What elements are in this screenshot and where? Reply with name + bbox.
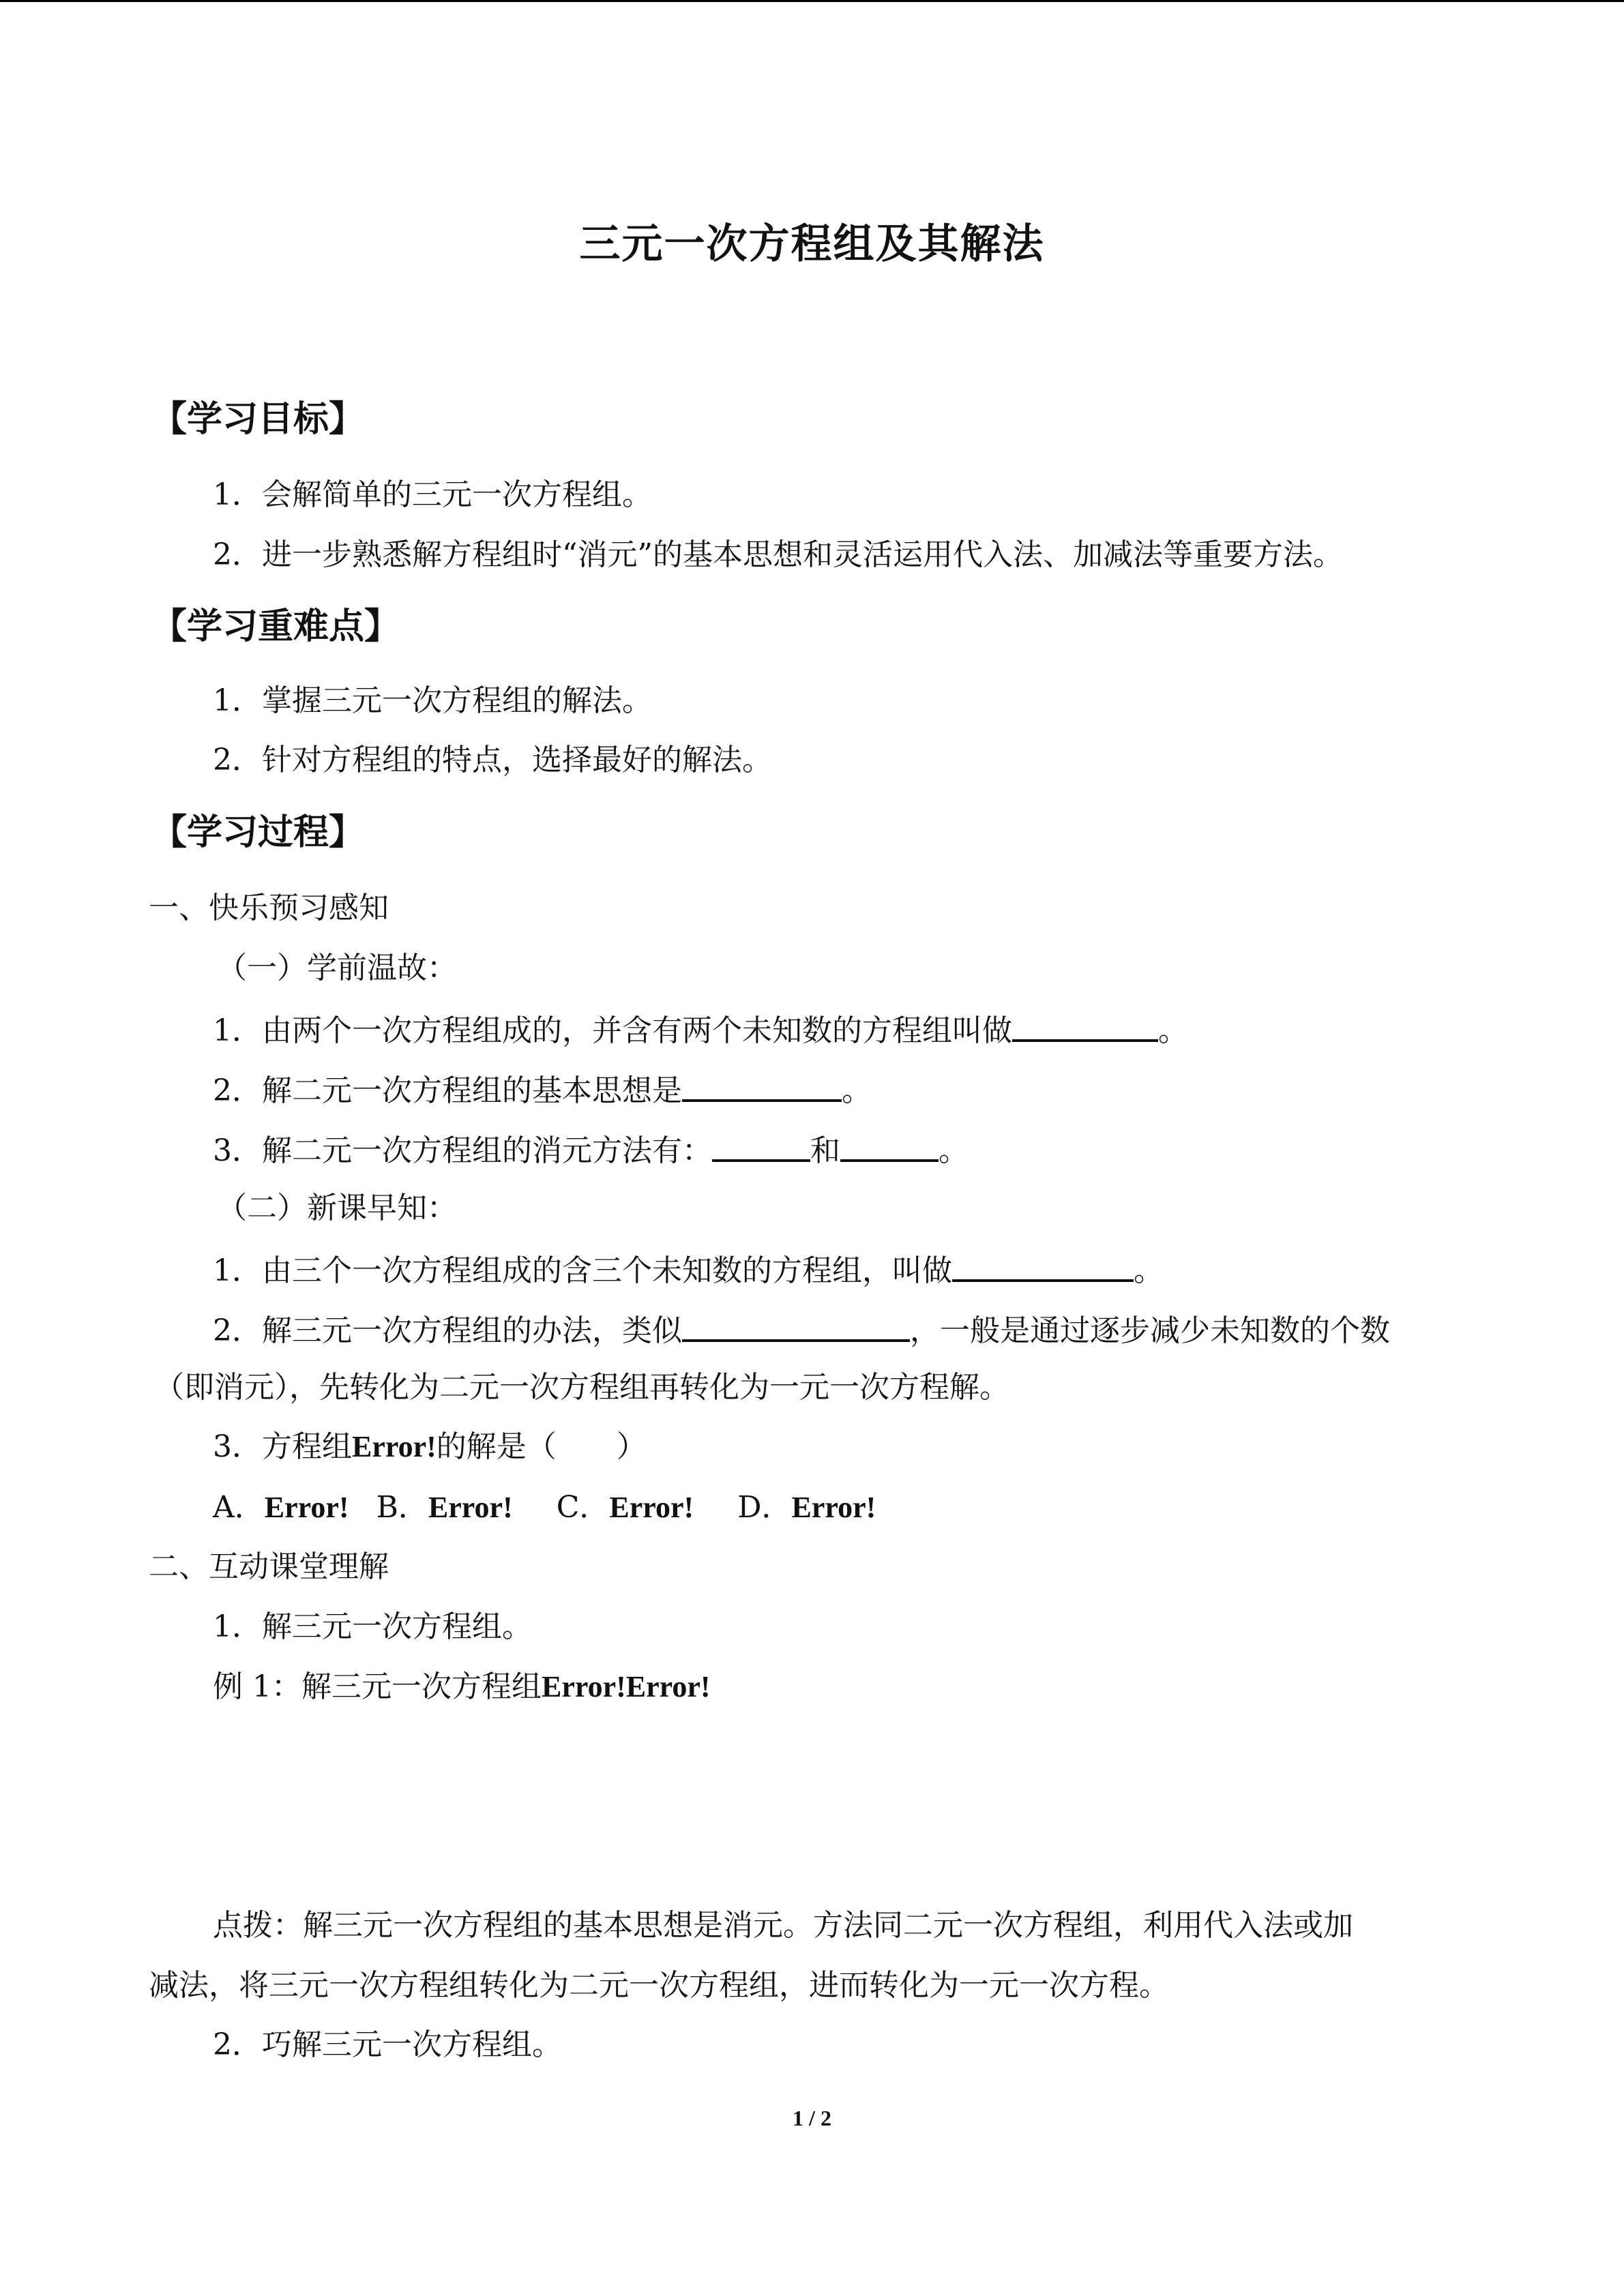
key-point-item: 2．针对方程组的特点，选择最好的解法。	[213, 743, 772, 777]
review-title: （一）学前温故：	[217, 951, 457, 985]
answer-blank[interactable]	[682, 1073, 842, 1102]
question-text: 3．解二元一次方程组的消元方法有：	[213, 1133, 712, 1168]
review-question-2	[213, 1073, 872, 1106]
option-d[interactable]	[737, 1490, 876, 1525]
option-label: A．	[213, 1490, 265, 1525]
option-value: Error!	[791, 1491, 876, 1524]
question-text: 2．解二元一次方程组的基本思想是	[213, 1073, 682, 1108]
section1-title: 一、快乐预习感知	[149, 891, 389, 925]
question-end: 的解是（ ）	[436, 1429, 647, 1464]
option-label: C．	[556, 1490, 610, 1525]
section2-item-1: 1．解三元一次方程组。	[213, 1609, 532, 1644]
example-1	[213, 1669, 711, 1704]
page-number: 1 / 2	[793, 2106, 831, 2130]
answer-blank[interactable]	[1012, 1013, 1158, 1042]
question-end: 。	[939, 1133, 969, 1168]
question-end: 。	[1134, 1253, 1164, 1288]
question-text: 3．方程组	[213, 1429, 352, 1464]
question-text: 1．由两个一次方程组成的，并含有两个未知数的方程组叫做	[213, 1013, 1012, 1048]
option-value: Error!	[264, 1491, 349, 1524]
answer-blank[interactable]	[712, 1133, 810, 1162]
preview-question-3	[213, 1429, 647, 1464]
question-end: ，一般是通过逐步减少未知数的个数	[910, 1313, 1390, 1348]
option-c[interactable]	[557, 1490, 694, 1525]
option-value: Error!	[428, 1491, 513, 1524]
hint-paragraph-continued: 减法，将三元一次方程组转化为二元一次方程组，进而转化为一元一次方程。	[149, 1968, 1169, 2003]
review-question-3	[213, 1133, 969, 1166]
key-point-item: 1．掌握三元一次方程组的解法。	[213, 683, 652, 718]
heading-goals: 【学习目标】	[151, 398, 365, 440]
answer-blank[interactable]	[682, 1313, 910, 1342]
preview-question-2	[213, 1313, 1390, 1346]
answer-blank[interactable]	[952, 1253, 1134, 1282]
equation-error-text: Error!Error!	[541, 1670, 711, 1703]
equation-error-text: Error!	[352, 1430, 437, 1463]
option-value: Error!	[609, 1491, 694, 1524]
section2-title: 二、互动课堂理解	[149, 1549, 389, 1584]
option-b[interactable]	[377, 1490, 513, 1525]
option-label: D．	[737, 1490, 792, 1525]
question-end: 。	[842, 1073, 872, 1108]
question-end: 。	[1158, 1013, 1188, 1048]
page-title: 三元一次方程组及其解法	[579, 220, 1045, 268]
answer-blank[interactable]	[840, 1133, 939, 1162]
example-text: 例 1：解三元一次方程组	[213, 1669, 542, 1704]
heading-key-points: 【学习重难点】	[151, 606, 400, 647]
section2-item-2: 2．巧解三元一次方程组。	[213, 2027, 562, 2062]
option-label: B．	[376, 1490, 428, 1525]
preview-title: （二）新课早知：	[217, 1191, 457, 1225]
option-a[interactable]	[213, 1490, 349, 1525]
question-text: 1．由三个一次方程组成的含三个未知数的方程组，叫做	[213, 1253, 952, 1288]
hint-paragraph: 点拨：解三元一次方程组的基本思想是消元。方法同二元一次方程组，利用代入法或加	[213, 1908, 1353, 1943]
goal-item: 1．会解简单的三元一次方程组。	[213, 477, 652, 512]
question-mid: 和	[810, 1133, 840, 1168]
question-text: 2．解三元一次方程组的办法，类似	[213, 1313, 682, 1348]
heading-process: 【学习过程】	[151, 811, 365, 853]
answer-options	[213, 1490, 876, 1525]
preview-question-2-continued: （即消元），先转化为二元一次方程组再转化为一元一次方程解。	[154, 1370, 1009, 1405]
review-question-1	[213, 1013, 1188, 1046]
goal-item: 2．进一步熟悉解方程组时“消元”的基本思想和灵活运用代入法、加减法等重要方法。	[213, 537, 1343, 572]
preview-question-1	[213, 1253, 1164, 1286]
